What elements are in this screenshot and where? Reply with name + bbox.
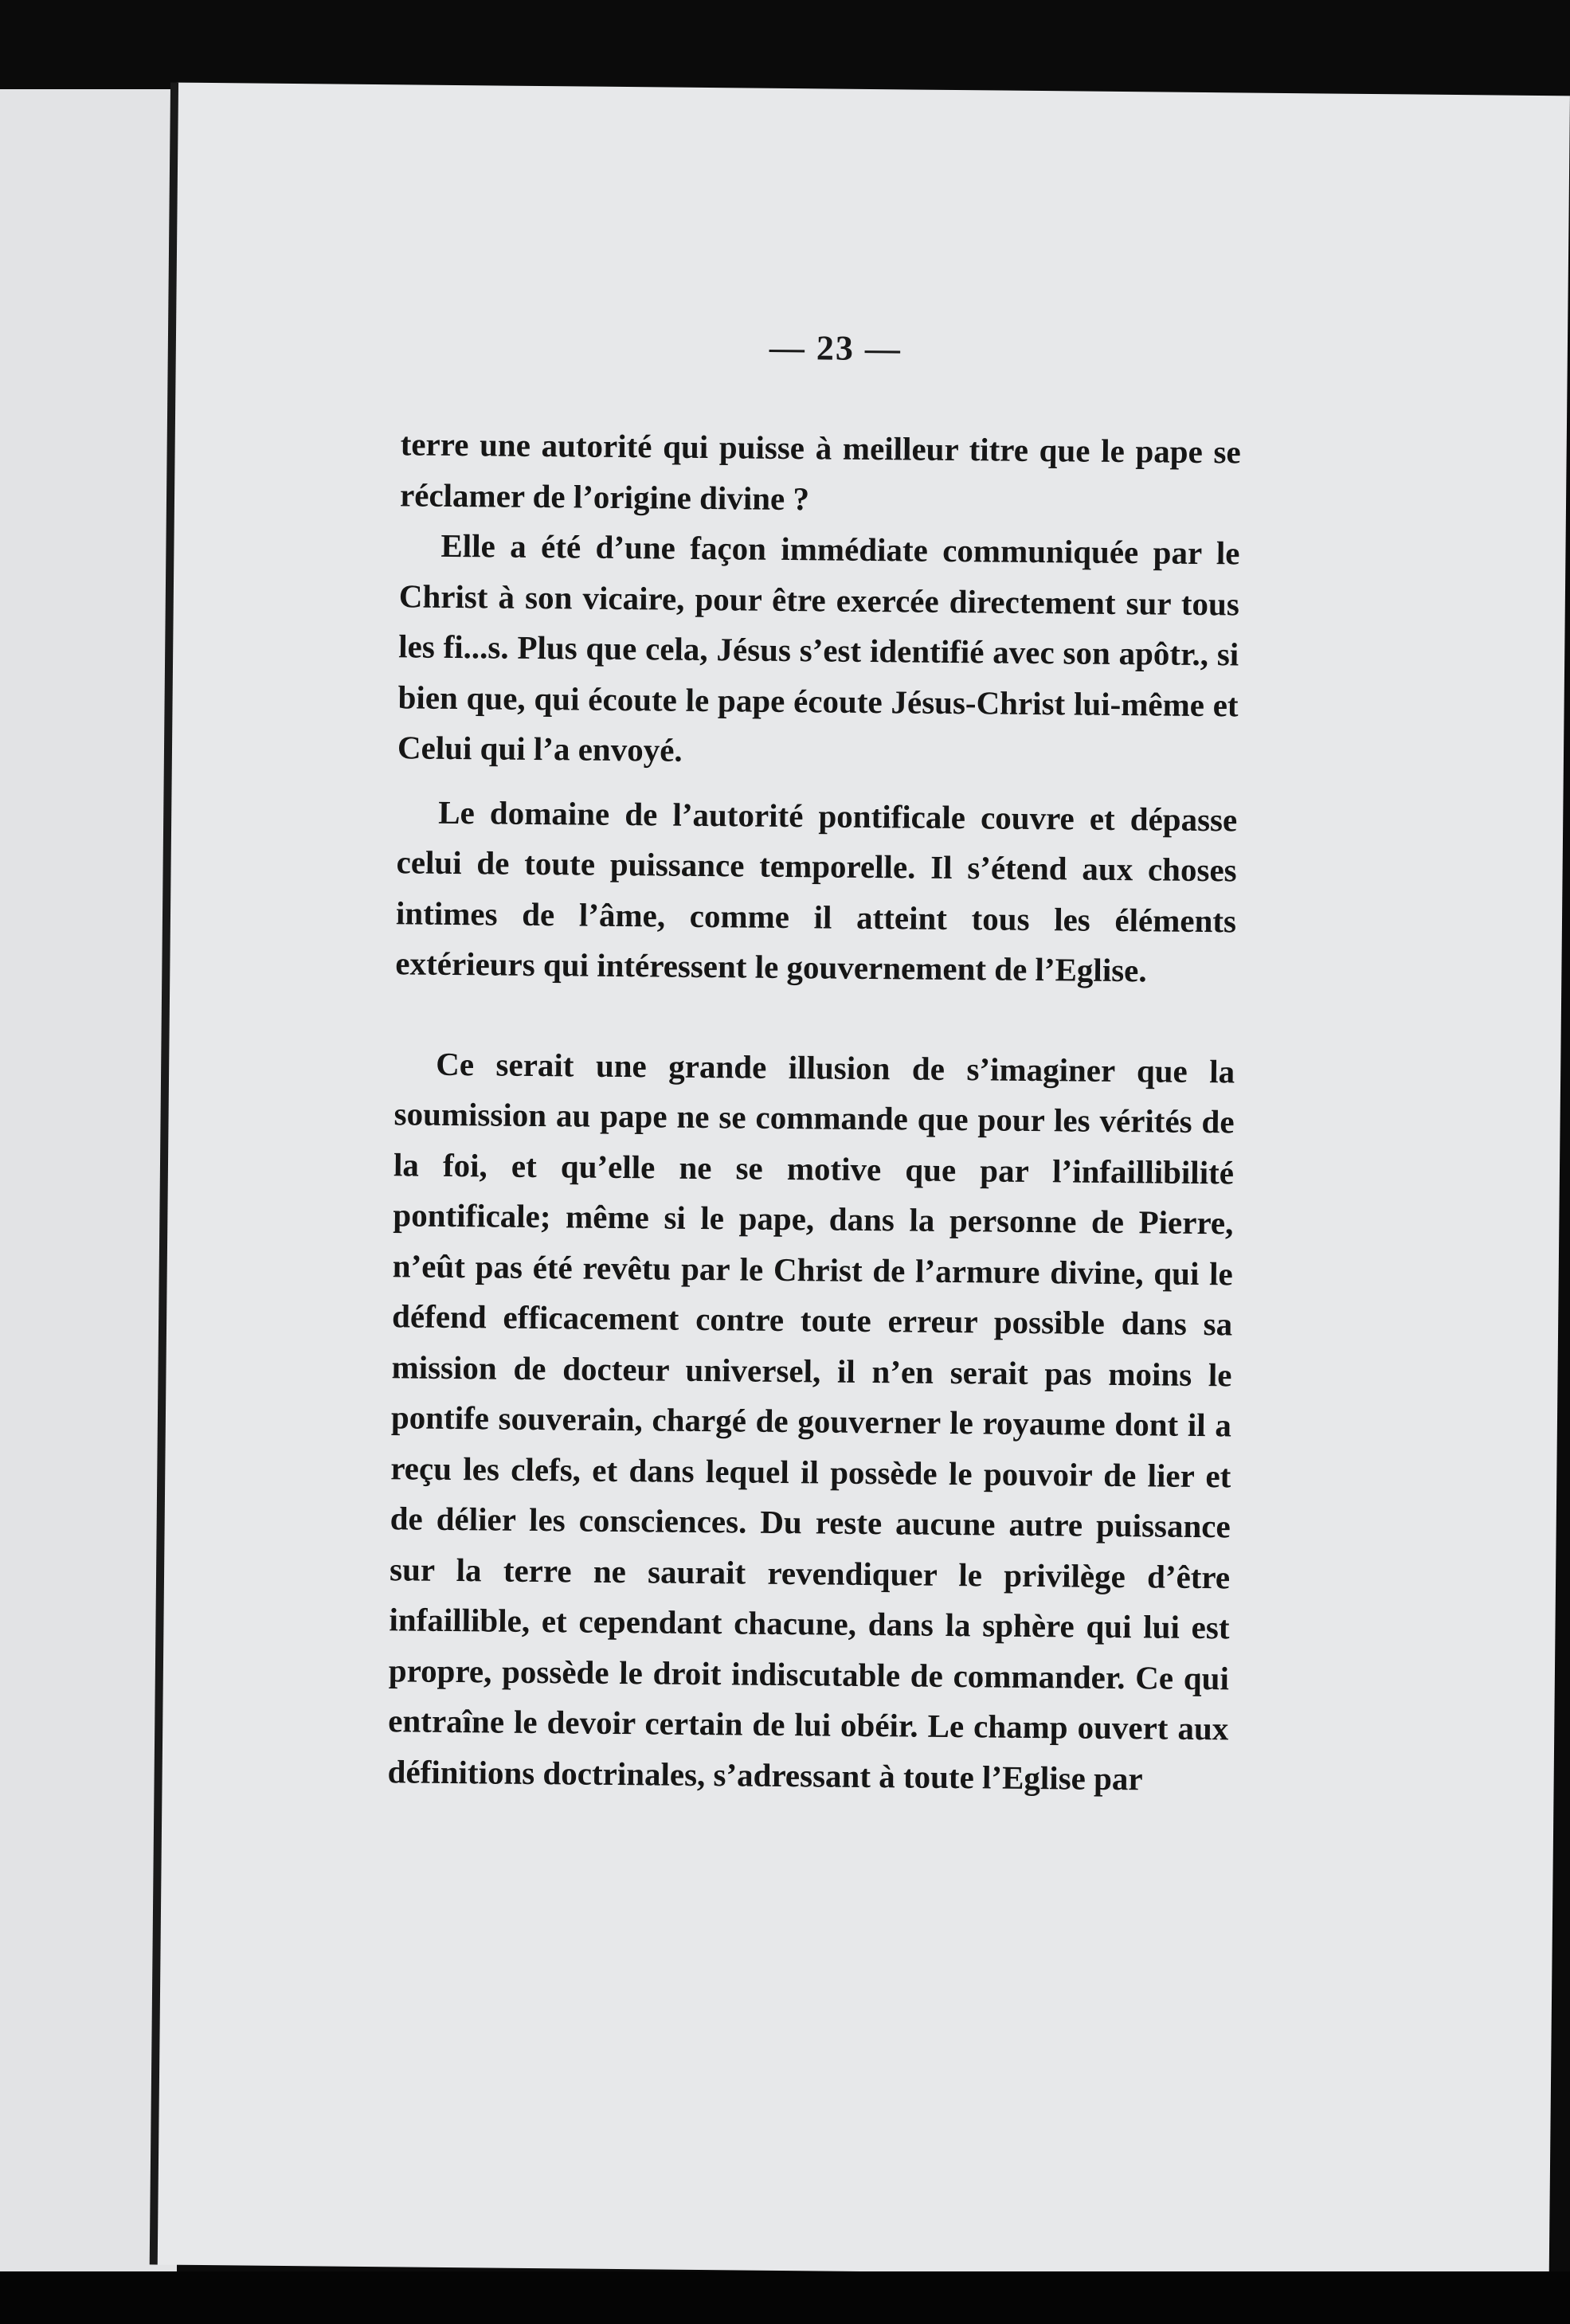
- page-number: — 23 —: [769, 327, 902, 369]
- scan-border-bottom: [0, 2271, 1570, 2324]
- paragraph-3: Le domaine de l’autorité pontificale couvre et dépasse celui de toute puissance temporelle. Il s’étend aux choses intimes de l’âme, comme il atteint tous les éléments extérieurs qui intéressent le gouvernement de l’Eglise.: [395, 793, 1238, 989]
- book-page: [156, 83, 1570, 2279]
- body-text: [387, 419, 1241, 1805]
- paragraph-4: Ce serait une grande illusion de s’imaginer que la soumission au pape ne se commande que pour les vérités de la foi, et qu’elle ne se motive que par l’infaillibilité pontificale; même si le pape, dans la personne de Pierre, n’eût pas été revêtu par le Christ de l’armure divine, qui le défend efficacement contre toute erreur possible dans sa mission de docteur universel, il n’en serait pas moins le pontife souverain, chargé de gouverner le royaume dont il a reçu les clefs, et dans lequel il possède le pouvoir de lier et de délier les consciences. Du reste aucune autre puissance sur la terre ne saurait revendiquer le privilège d’être infaillible, et cependant chacune, dans la sphère qui lui est propre, possède le droit indiscutable de commander. Ce qui entraîne le devoir certain de lui obéir. Le champ ouvert aux définitions doctrinales, s’adressant à toute l’Eglise par: [387, 1045, 1235, 1797]
- facing-page-margin: [0, 89, 177, 2271]
- paragraph-1: terre une autorité qui puisse à meilleur titre que le pape se réclamer de l’origine divine ?: [399, 425, 1241, 517]
- paragraph-2: Elle a été d’une façon immédiate communiquée par le Christ à son vicaire, pour être exercée directement sur tous les fi...s. Plus que cela, Jésus s’est identifié avec son apôtr., si bien que, qui écoute le pape écoute Jésus-Christ lui-même et Celui qui l’a envoyé.: [397, 526, 1240, 769]
